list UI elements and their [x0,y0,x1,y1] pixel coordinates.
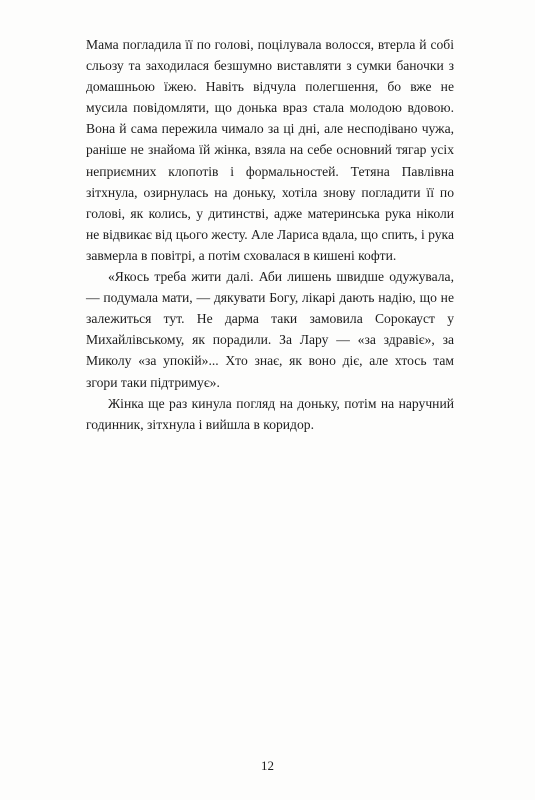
paragraph-2: «Якось треба жити далі. Аби лишень швидше одужувала, — подумала мати, — дякувати Богу, лікарі дають надію, що не залежиться тут. Не дарма таки замовила Сорокауст у Михайлівському, як порадили. За Лару — «за здравіє», за Миколу «за упокій»... Хто знає, як воно діє, але хтось там згори таки підтримує». [86,269,454,390]
page-number: 12 [261,758,274,773]
paragraph-1: Мама погладила її по голові, поцілувала волосся, втерла й собі сльозу та заходилася безшумно виставляти з сумки баночки з домашньою їжею. Навіть відчула полегшення, бо вже не мусила повідомляти, що донька враз стала молодою вдовою. Вона й сама пережила чимало за ці дні, але несподівано чужа, раніше не знайома їй жінка, взяла на себе основний тягар усіх неприємних клопотів і формальностей. Тетяна Павлівна зітхнула, озирнулась на доньку, хотіла знову погладити її по голові, як колись, у дитинстві, адже материнська рука ніколи не відвикає від цього жесту. Але Лариса вдала, що спить, і рука завмерла в повітрі, а потім сховалася в кишені кофти. [86,37,454,263]
body-text [86,34,454,435]
paragraph-3: Жінка ще раз кинула погляд на доньку, потім на наручний годинник, зітхнула і вийшла в коридор. [86,395,454,432]
